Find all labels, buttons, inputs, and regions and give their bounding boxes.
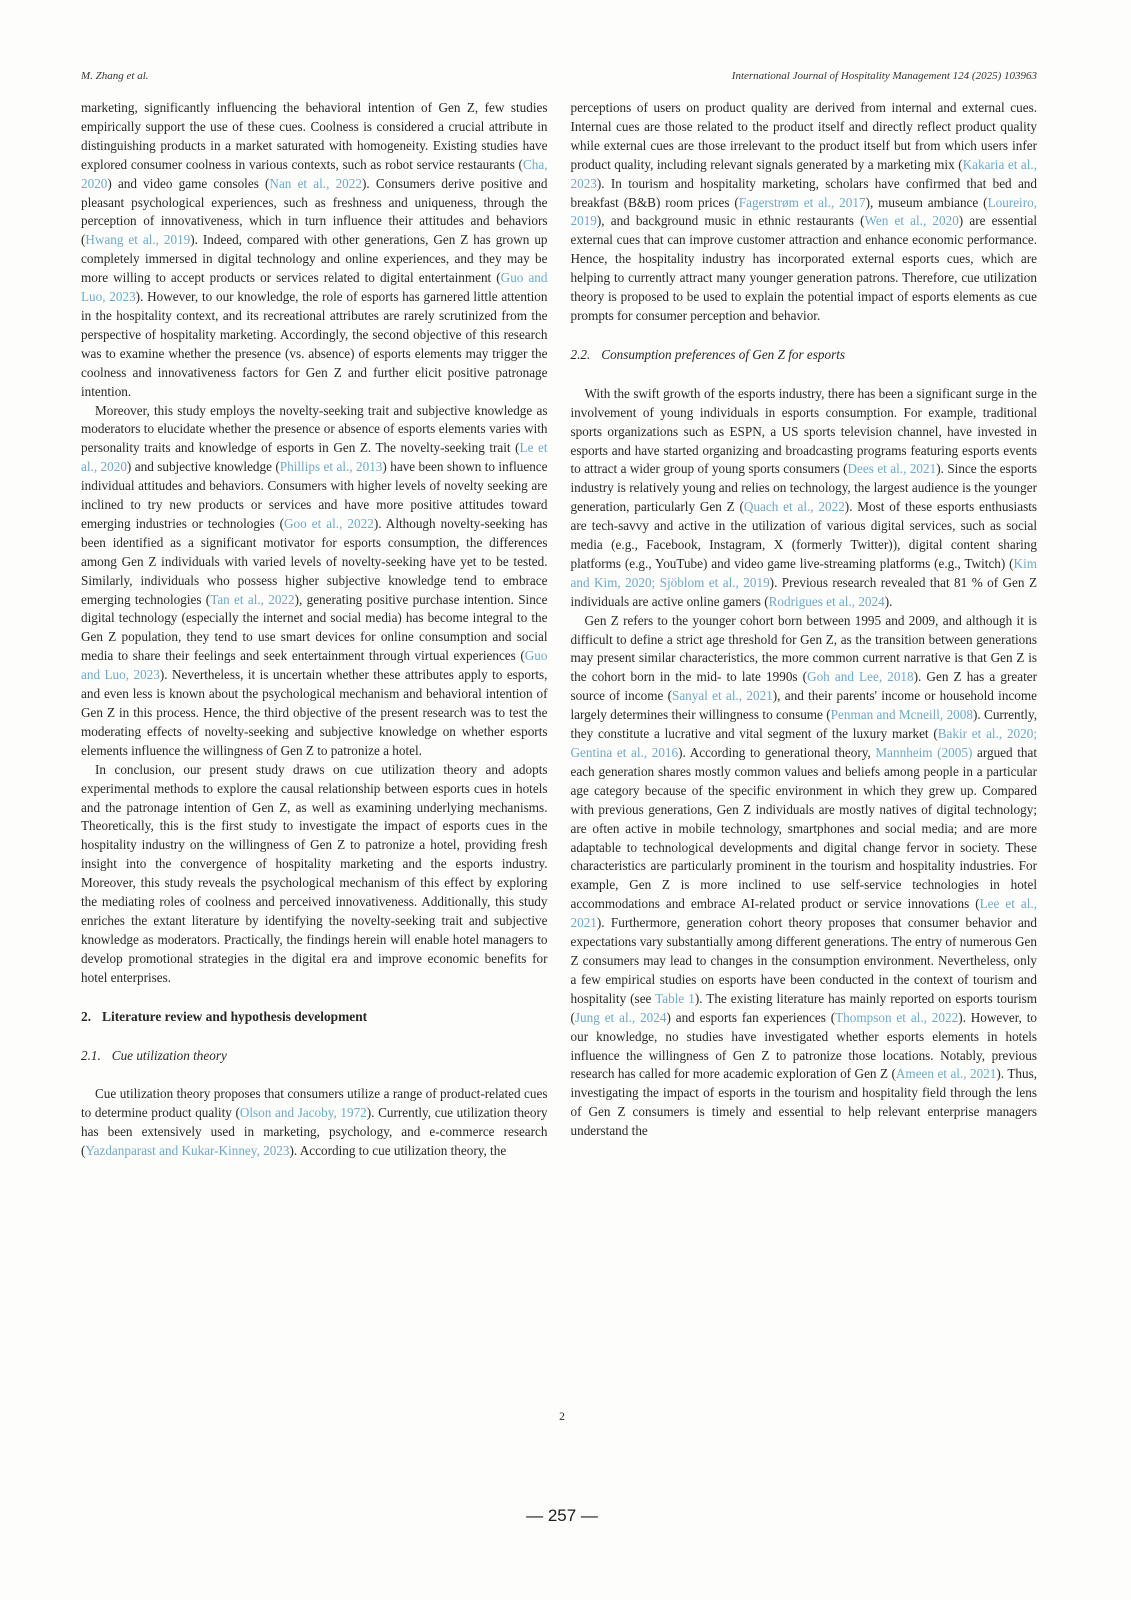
citation-link[interactable]: Goo et al., 2022 xyxy=(284,515,374,531)
paragraph xyxy=(81,402,548,761)
citation-link[interactable]: Ameen et al., 2021 xyxy=(895,1066,997,1082)
text-run: ), and background music in ethnic restaurants ( xyxy=(596,213,865,229)
citation-link[interactable]: Le et al., 2020 xyxy=(81,440,548,475)
citation-link[interactable]: Quach et al., 2022 xyxy=(743,499,845,515)
citation-link[interactable]: Bakir et al., 2020; Gentina et al., 2016 xyxy=(570,726,1037,760)
citation-link[interactable]: Phillips et al., 2013 xyxy=(279,459,383,475)
text-run: ). However, to our knowledge, no studies have investigated whether esports elements in hotels influence the willingness of Gen Z to patronize those locations. Notably, previous research has called for more academic exploration of Gen Z ( xyxy=(570,1009,1037,1082)
text-run: ). Although novelty-seeking has been identified as a significant motivator for esports consumption, the differences among Gen Z individuals with varied levels of novelty-seeking have yet to be tested. Similarly, individuals who possess higher subjective knowledge tend to embrace emerging technologies ( xyxy=(81,515,548,607)
citation-link[interactable]: Lee et al., 2021 xyxy=(570,896,1038,931)
text-run: ). Currently, they constitute a lucrative and vital segment of the luxury market ( xyxy=(570,707,1037,742)
text-run: In conclusion, our present study draws on cue utilization theory and adopts experimental methods to explore the causal relationship between esports cues in hotels and the patronage intention of Gen Z, as well as examining underlying mechanisms. Theoretically, this is the first study to investigate the impact of esports cues in the hospitality industry on the willingness of Gen Z to patronize a hotel, providing fresh insight into the convergence of hospitality marketing and the esports industry. Moreover, this study reveals the psychological mechanism of this effect by exploring the mediating roles of coolness and perceived innovativeness. Additionally, this study enriches the extant literature by identifying the novelty-seeking trait and subjective knowledge as moderators. Practically, the findings herein will enable hotel managers to develop promotional strategies in the digital era and improve economic benefits for hotel enterprises. xyxy=(81,761,548,985)
text-run: ). Previous research revealed that 81 % of Gen Z individuals are active online gamers ( xyxy=(570,574,1038,609)
heading-text: Literature review and hypothesis development xyxy=(102,1008,368,1024)
paragraph xyxy=(571,99,1038,326)
column-right xyxy=(571,99,1038,1161)
text-run: ) and video game consoles ( xyxy=(107,175,270,191)
page-number: 2 xyxy=(559,1411,565,1423)
citation-link[interactable]: Hwang et al., 2019 xyxy=(85,232,191,248)
citation-link[interactable]: Dees et al., 2021 xyxy=(847,461,937,477)
citation-link[interactable]: Table 1 xyxy=(655,990,695,1006)
text-run: ) and esports fan experiences ( xyxy=(666,1009,836,1025)
paragraph xyxy=(81,99,548,402)
citation-link[interactable]: Sanyal et al., 2021 xyxy=(671,688,773,704)
text-run: ). However, to our knowledge, the role of esports has garnered little attention in the hospitality context, and its recreational attributes are rarely scrutinized from the perspective of hospitality marketing. Accordingly, the second objective of this research was to examine whether the presence (vs. absence) of esports elements may trigger the coolness and innovativeness factors for Gen Z and further elicit positive patronage intention. xyxy=(81,289,548,399)
text-run: Cue utilization theory proposes that consumers utilize a range of product-related cues to determine product quality ( xyxy=(81,1086,548,1121)
heading-number: 2.2. xyxy=(570,346,591,362)
text-run: ), museum ambiance ( xyxy=(865,194,988,210)
section-heading xyxy=(81,1008,548,1027)
text-run: ). According to cue utilization theory, the xyxy=(289,1143,507,1159)
paragraph xyxy=(571,385,1038,612)
text-run: ). Gen Z has a greater source of income ( xyxy=(570,669,1037,704)
page-header xyxy=(81,70,1037,82)
citation-link[interactable]: Fagerstrøm et al., 2017 xyxy=(738,194,866,210)
citation-link[interactable]: Guo and Luo, 2023 xyxy=(81,270,548,305)
citation-link[interactable]: Rodrigues et al., 2024 xyxy=(768,593,885,609)
citation-link[interactable]: Loureiro, 2019 xyxy=(570,194,1037,229)
text-run: ), generating positive purchase intention. Since digital technology (especially the internet and social media) has become integral to the Gen Z population, they tend to use smart devices for online consumption and social media to share their feelings and seek entertainment through virtual experiences ( xyxy=(81,591,548,664)
text-run: perceptions of users on product quality are derived from internal and external cues. Internal cues are those related to the product itself and directly reflect product quality while external cues are those irrelevant to the product itself but from which users infer product quality, including relevant signals generated by a marketing mix ( xyxy=(570,100,1037,172)
citation-link[interactable]: Mannheim (2005) xyxy=(875,745,973,760)
citation-link[interactable]: Guo and Luo, 2023 xyxy=(81,648,548,683)
subsection-heading xyxy=(81,1047,548,1066)
text-run: Gen Z refers to the younger cohort born between 1995 and 2009, and although it is difficult to define a strict age threshold for Gen Z, as the transition between generations may present similar characteristics, the more common current narrative is that Gen Z is the cohort born in the mid- to late 1990s ( xyxy=(570,612,1037,685)
citation-link[interactable]: Penman and Mcneill, 2008 xyxy=(830,707,973,723)
text-run: marketing, significantly influencing the behavioral intention of Gen Z, few studies empirically support the use of these cues. Coolness is considered a crucial attribute in distinguishing products in a market saturated with homogeneity. Existing studies have explored consumer coolness in various contexts, such as robot service restaurants ( xyxy=(81,100,548,172)
text-run: ). Most of these esports enthusiasts are tech-savvy and active in the utilization of various digital services, such as social media (e.g., Facebook, Instagram, X (formerly Twitter)), digital content sharing platforms (e.g., YouTube) and video game live-streaming platforms (e.g., Twitch) ( xyxy=(570,499,1038,571)
text-run: ). Currently, cue utilization theory has been extensively used in marketing, psychology, and e-commerce research ( xyxy=(81,1105,548,1159)
heading-text: Cue utilization theory xyxy=(111,1047,227,1063)
text-run: ). According to generational theory, xyxy=(678,745,876,760)
text-run: ). Nevertheless, it is uncertain whether these attributes apply to esports, and even less is known about the psychological mechanism and behavioral intention of Gen Z in this process. Hence, the third objective of the present research was to test the moderating effects of novelty-seeking and subjective knowledge on whether esports elements influence the willingness of Gen Z to patronize a hotel. xyxy=(81,667,548,758)
text-run: ). The existing literature has mainly reported on esports tourism ( xyxy=(570,990,1038,1025)
citation-link[interactable]: Tan et al., 2022 xyxy=(210,591,295,607)
heading-number: 2. xyxy=(81,1008,92,1024)
text-run: With the swift growth of the esports industry, there has been a significant surge in the involvement of young individuals in esports consumption. For example, traditional sports organizations such as ESPN, a US sports television channel, have invested in esports and have started organizing and broadcasting programs featuring esports events to attract a wider group of young sports consumers ( xyxy=(570,385,1037,477)
text-run: ) have been shown to influence individual attitudes and behaviors. Consumers with higher levels of novelty seeking are inclined to try new products or services and have more positive attitudes toward emerging industries or technologies ( xyxy=(81,459,548,531)
text-run: argued that each generation shares mostly common values and beliefs among people in a particular age category because of the specific environment in which they grew up. Compared with previous generations, Gen Z individuals are mostly natives of digital technology; are often active in mobile technology, smartphones and social media; and are more adaptable to technological developments and digital change fervor in society. These characteristics are particularly prominent in the tourism and hospitality industries. For example, Gen Z is more inclined to use self-service technologies in hotel accommodations and embrace AI-related product or service innovations ( xyxy=(570,745,1038,912)
folio-page-number: — 257 — xyxy=(526,1506,598,1525)
heading-number: 2.1. xyxy=(81,1047,101,1063)
paragraph xyxy=(81,1085,548,1161)
article-body xyxy=(81,99,1037,1161)
citation-link[interactable]: Cha, 2020 xyxy=(81,156,548,191)
text-run: ). Consumers derive positive and pleasant psychological experiences, such as freshness and uniqueness, through the perception of innovativeness, which in turn influence their attitudes and behaviors ( xyxy=(81,175,548,248)
citation-link[interactable]: Thompson et al., 2022 xyxy=(835,1009,959,1025)
citation-link[interactable]: Nan et al., 2022 xyxy=(269,175,362,191)
text-run: Moreover, this study employs the novelty-seeking trait and subjective knowledge as moderators to elucidate whether the presence or absence of esports elements varies with personality traits and knowledge of esports in Gen Z. The novelty-seeking trait ( xyxy=(81,402,548,456)
heading-text: Consumption preferences of Gen Z for esports xyxy=(601,346,845,362)
citation-link[interactable]: Jung et al., 2024 xyxy=(574,1009,667,1025)
running-head-journal: International Journal of Hospitality Management 124 (2025) 103963 xyxy=(731,70,1037,82)
text-run: ), and their parents' income or household income largely determines their willingness to consume ( xyxy=(570,688,1037,723)
citation-link[interactable]: Kakaria et al., 2023 xyxy=(570,156,1037,191)
text-run: ). Indeed, compared with other generations, Gen Z has grown up completely immersed in digital technology and online experiences, and they may be more willing to accept products or services related to digital entertainment ( xyxy=(81,232,548,286)
paragraph xyxy=(81,761,548,988)
citation-link[interactable]: Kim and Kim, 2020; Sjöblom et al., 2019 xyxy=(570,555,1037,590)
text-run: ). In tourism and hospitality marketing, scholars have confirmed that bed and breakfast (B&B) room prices ( xyxy=(570,175,1037,210)
column-left xyxy=(81,99,548,1161)
citation-link[interactable]: Yazdanparast and Kukar-Kinney, 2023 xyxy=(85,1143,290,1159)
text-run: ) and subjective knowledge ( xyxy=(126,459,280,475)
text-run: ). xyxy=(884,593,893,609)
text-run: ) are essential external cues that can improve customer attraction and enhance economic performance. Hence, the hospitality industry has incorporated external esports cues, which are helping to currently attract many younger generation patrons. Therefore, cue utilization theory is proposed to be used to explain the potential impact of esports elements as cue prompts for consumer perception and behavior. xyxy=(570,213,1038,323)
paragraph xyxy=(571,612,1038,1141)
text-run: ). Thus, investigating the impact of esports in the tourism and hospitality field through the lens of Gen Z consumers is timely and essential to help relevant enterprise managers understand the xyxy=(570,1066,1037,1139)
text-run: ). Furthermore, generation cohort theory proposes that consumer behavior and expectations vary substantially among different generations. The entry of numerous Gen Z consumers may lead to changes in the consumption environment. Nevertheless, only a few empirical studies on esports have been conducted in the context of tourism and hospitality (see xyxy=(570,915,1037,1006)
citation-link[interactable]: Wen et al., 2020 xyxy=(864,213,959,229)
subsection-heading xyxy=(571,346,1038,365)
text-run: ). Since the esports industry is relatively young and relies on technology, the largest audience is the younger generation, particularly Gen Z ( xyxy=(570,461,1037,515)
citation-link[interactable]: Olson and Jacoby, 1972 xyxy=(239,1105,367,1121)
running-head-author: M. Zhang et al. xyxy=(81,70,149,82)
citation-link[interactable]: Goh and Lee, 2018 xyxy=(807,669,914,685)
